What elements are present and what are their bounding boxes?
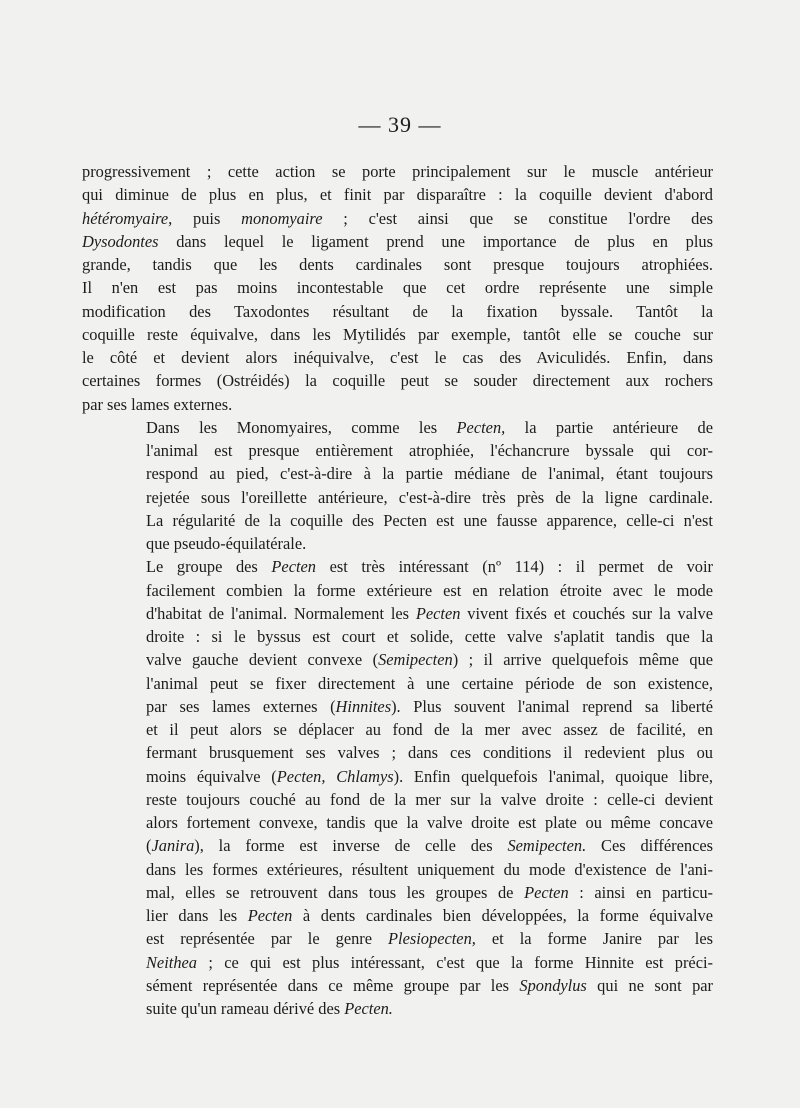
text-line [82, 648, 713, 671]
text-run: l'animal est presque entièrement atrophiée, l'échancrure byssale qui cor- [146, 441, 713, 460]
text-line [82, 276, 713, 299]
text-line [82, 951, 713, 974]
text-line [82, 300, 713, 323]
italic-run: Plesiopecten, [388, 929, 476, 949]
text-line [82, 207, 713, 230]
text-run: ) ; il arrive quelquefois même que [452, 650, 713, 670]
text-run: reste toujours couché au fond de la mer sur la valve droite : celle-ci devient [146, 789, 713, 809]
text-run: par ses lames externes ( [146, 696, 336, 716]
italic-run: Dysodontes [82, 231, 159, 251]
text-run: qui diminue de plus en plus, et finit par disparaître : la coquille devient d'abord [82, 185, 713, 205]
text-run: qui ne sont par [586, 975, 713, 995]
text-line [82, 602, 713, 625]
text-run: mal, elles se retrouvent dans tous les groupes de [146, 882, 525, 902]
text-run: progressivement ; cette action se porte principalement sur le muscle antérieur [82, 162, 713, 181]
italic-run: Pecten [247, 906, 293, 925]
text-run: est représentée par le genre [146, 929, 389, 949]
text-line [82, 834, 713, 857]
text-line [82, 858, 713, 881]
text-run: lier dans les [146, 906, 248, 925]
text-line [82, 462, 713, 485]
text-run: à dents cardinales bien développées, la forme équivalve [292, 906, 713, 925]
text-line [82, 718, 713, 741]
text-line [82, 393, 713, 416]
text-run: dans lequel le ligament prend une importance de plus en plus [158, 231, 713, 251]
text-run: ( [146, 836, 152, 856]
text-line [82, 532, 713, 555]
paragraph [82, 555, 713, 1020]
page-number: — 39 — [358, 112, 442, 137]
text-line [82, 579, 713, 602]
text-run: La régularité de la coquille des Pecten est une fausse apparence, celle-ci n'est [146, 510, 713, 530]
text-line [82, 741, 713, 764]
text-run: puis [172, 208, 242, 228]
text-run: sément représentée dans ce même groupe par les [146, 975, 520, 995]
text-run: moins équivalve ( [146, 766, 277, 786]
text-line [82, 509, 713, 532]
text-run: par ses lames externes. [82, 394, 233, 414]
text-run: Ces différences [586, 836, 713, 856]
text-run: droite : si le byssus est court et solide, cette valve s'aplatit tandis que la [146, 627, 713, 646]
text-run: facilement combien la forme extérieure est en relation étroite avec le mode [146, 580, 713, 600]
italic-run: Spondylus [519, 975, 587, 995]
text-run: ; c'est ainsi que se constitue l'ordre des [322, 208, 713, 228]
text-run: suite qu'un rameau dérivé des [146, 999, 345, 1018]
italic-run: Pecten, [456, 417, 506, 437]
italic-run: Pecten [271, 557, 316, 577]
text-run: d'habitat de l'animal. Normalement les [146, 603, 416, 623]
text-line [82, 346, 713, 369]
text-run: que pseudo-équilatérale. [146, 534, 307, 553]
text-line [82, 439, 713, 462]
paragraph [82, 416, 713, 556]
text-line [82, 695, 713, 718]
text-run: la partie antérieure de [505, 417, 713, 437]
text-line [82, 927, 713, 950]
italic-run: Pecten [415, 603, 461, 623]
text-run: coquille reste équivalve, dans les Mytilidés par exemple, tantôt elle se couche sur [82, 324, 713, 344]
text-run: Le groupe des [146, 557, 272, 577]
text-line [82, 788, 713, 811]
text-run: ). Plus souvent l'animal reprend sa liberté [391, 696, 713, 716]
text-run: et il peut alors se déplacer au fond de la mer avec assez de facilité, en [146, 720, 713, 739]
text-line [82, 369, 713, 392]
text-line [82, 765, 713, 788]
text-line [82, 672, 713, 695]
paragraph [82, 160, 713, 416]
text-run: est très intéressant (nº 114) : il permet de voir [316, 557, 713, 577]
text-line [82, 183, 713, 206]
text-run: valve gauche devient convexe ( [146, 650, 379, 670]
italic-run: Pecten [524, 882, 569, 902]
text-line [82, 253, 713, 276]
text-run: ). Enfin quelquefois l'animal, quoique libre, [393, 766, 713, 786]
text-run: dans les formes extérieures, résultent uniquement du mode d'existence de l'ani- [146, 859, 713, 879]
text-line [82, 555, 713, 578]
text-line [82, 230, 713, 253]
text-run: Il n'en est pas moins incontestable que cet ordre représente une simple [82, 278, 713, 298]
text-run: modification des Taxodontes résultant de la fixation byssale. Tantôt la [82, 301, 713, 321]
text-run: ; ce qui est plus intéressant, c'est que la forme Hinnite est préci- [196, 952, 713, 972]
body-text [82, 160, 713, 1020]
italic-run: Janira [151, 836, 195, 856]
text-line [82, 323, 713, 346]
text-run: le côté et devient alors inéquivalve, c'est le cas des Aviculidés. Enfin, dans [82, 348, 713, 367]
text-run: rejetée sous l'oreillette antérieure, c'est-à-dire très près de la ligne cardinale. [146, 487, 713, 507]
text-run: ), la forme est inverse de celle des [194, 836, 508, 856]
text-line [82, 997, 713, 1020]
text-line [82, 416, 713, 439]
italic-run: Semipecten. [507, 836, 587, 856]
italic-run: Pecten, Chlamys [276, 766, 394, 786]
text-run: respond au pied, c'est-à-dire à la partie médiane de l'animal, étant toujours [146, 464, 713, 484]
italic-run: Semipecten [378, 650, 453, 670]
text-line [82, 160, 713, 183]
text-line [82, 625, 713, 648]
text-run: Dans les Monomyaires, comme les [146, 417, 457, 437]
italic-run: monomyaire [241, 208, 323, 228]
text-line [82, 486, 713, 509]
text-run: et la forme Janire par les [475, 929, 713, 949]
text-line [82, 904, 713, 927]
text-run: vivent fixés et couchés sur la valve [460, 603, 713, 623]
text-line [82, 811, 713, 834]
italic-run: Neithea [146, 952, 197, 972]
text-run: fermant brusquement ses valves ; dans ces conditions il redevient plus ou [146, 743, 713, 763]
text-run: alors fortement convexe, tandis que la valve droite est plate ou même concave [146, 813, 713, 832]
italic-run: Hinnites [335, 696, 392, 716]
text-line [82, 881, 713, 904]
text-run: grande, tandis que les dents cardinales sont presque toujours atrophiées. [82, 255, 713, 274]
italic-run: Pecten. [344, 999, 393, 1018]
text-line [82, 974, 713, 997]
text-run: l'animal peut se fixer directement à une certaine période de son existence, [146, 673, 713, 693]
italic-run: hétéromyaire, [82, 208, 173, 228]
text-run: : ainsi en particu- [568, 882, 713, 902]
text-run: certaines formes (Ostréidés) la coquille peut se souder directement aux rochers [82, 371, 713, 391]
